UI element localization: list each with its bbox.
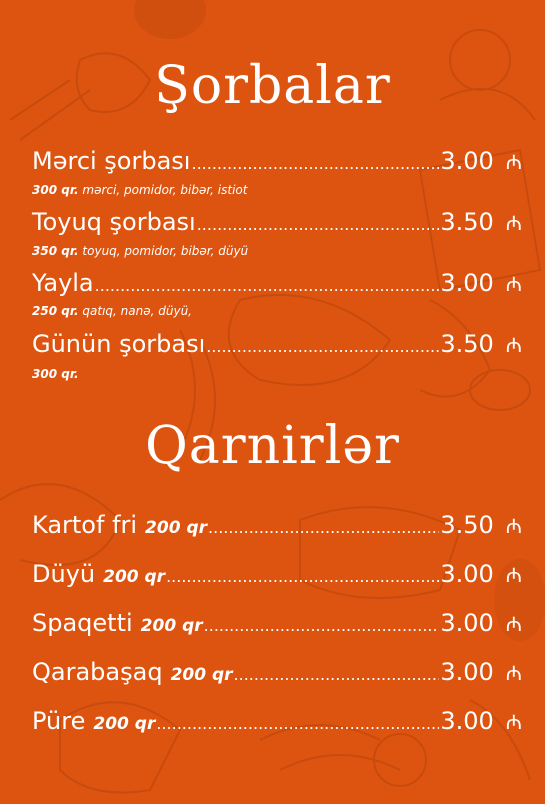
item-ingredients: qatıq, nanə, düyü, [82, 304, 192, 318]
item-name: Yayla [32, 269, 94, 297]
manat-icon: ₼ [505, 661, 522, 685]
item-weight: 200 qr [93, 714, 156, 734]
item-price: 3.00 [440, 147, 494, 175]
item-weight: 200 qr [145, 518, 208, 538]
menu-item-spaqetti [32, 608, 522, 641]
dot-leader [191, 149, 439, 179]
manat-icon: ₼ [505, 150, 522, 174]
menu-item-pure [32, 706, 522, 739]
manat-icon: ₼ [505, 612, 522, 636]
item-price: 3.50 [440, 330, 494, 358]
item-ingredients: toyuq, pomidor, bibər, düyü [82, 244, 249, 258]
item-ingredients: mərci, pomidor, bibər, istiot [82, 183, 248, 197]
item-description [32, 182, 247, 198]
dot-leader [234, 660, 440, 690]
menu-item-qarabasaq [32, 657, 522, 690]
manat-icon: ₼ [505, 710, 522, 734]
item-price: 3.50 [440, 208, 494, 236]
manat-icon: ₼ [505, 514, 522, 538]
menu-item-gunun-sorbasi [32, 329, 522, 362]
item-name: Mərci şorbası [32, 147, 191, 175]
item-name: Qarabaşaq [32, 658, 163, 686]
item-weight: 300 qr. [32, 183, 79, 197]
menu-item-merci-sorbasi [32, 146, 522, 179]
item-name: Kartof fri [32, 511, 138, 539]
menu-item-toyuq-sorbasi [32, 207, 522, 240]
dot-leader [204, 611, 440, 641]
menu-item-yayla [32, 268, 522, 301]
item-description [32, 303, 192, 319]
item-name: Püre [32, 707, 86, 735]
item-price: 3.00 [440, 707, 494, 735]
item-price: 3.00 [440, 658, 494, 686]
item-name: Düyü [32, 560, 96, 588]
dot-leader [156, 709, 439, 739]
item-weight: 200 qr [103, 567, 166, 587]
item-weight: 350 qr. [32, 244, 79, 258]
manat-icon: ₼ [505, 272, 522, 296]
dot-leader [166, 562, 439, 592]
item-weight: 250 qr. [32, 304, 79, 318]
item-price: 3.50 [440, 511, 494, 539]
item-name: Spaqetti [32, 609, 133, 637]
dot-leader [95, 271, 440, 301]
item-description [32, 243, 248, 259]
manat-icon: ₼ [505, 563, 522, 587]
item-weight: 200 qr [170, 665, 233, 685]
item-price: 3.00 [440, 560, 494, 588]
item-price: 3.00 [440, 269, 494, 297]
item-name: Günün şorbası [32, 330, 206, 358]
item-weight: 200 qr [140, 616, 203, 636]
menu-item-kartof-fri [32, 510, 522, 543]
item-description [32, 366, 79, 382]
menu-item-duyu [32, 559, 522, 592]
dot-leader [208, 513, 439, 543]
section-title-sorbalar: Şorbalar [154, 56, 391, 116]
dot-leader [197, 210, 440, 240]
item-price: 3.00 [440, 609, 494, 637]
manat-icon: ₼ [505, 211, 522, 235]
item-name: Toyuq şorbası [32, 208, 196, 236]
item-weight: 300 qr. [32, 367, 79, 381]
dot-leader [206, 332, 439, 362]
manat-icon: ₼ [505, 333, 522, 357]
section-title-qarnirler: Qarnirlər [145, 416, 400, 476]
